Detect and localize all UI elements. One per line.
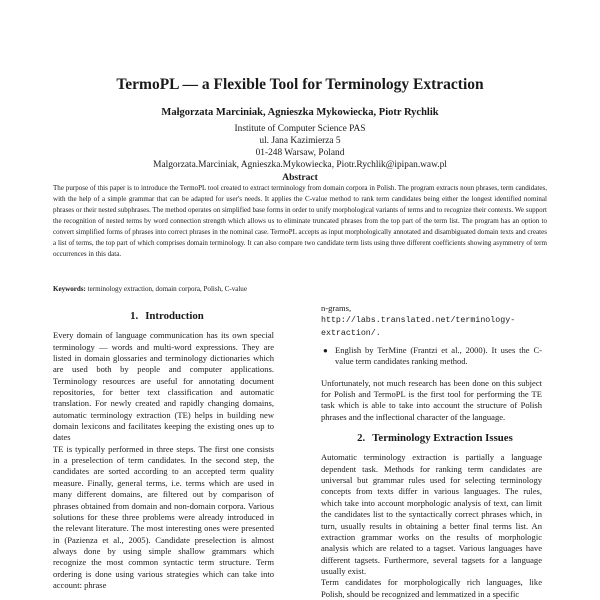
author-list: Małgorzata Marciniak, Agnieszka Mykowiecka, Piotr Rychlik	[161, 107, 439, 118]
paper-title: TermoPL — a Flexible Tool for Terminology Extraction	[116, 76, 484, 93]
section-heading-introduction	[53, 311, 274, 322]
paragraph: Term candidates for morphologically rich languages, like Polish, should be recognized and lemmatized in a specific	[321, 577, 542, 599]
paragraph: Automatic terminology extraction is partially a language dependent task. Methods for ranking term candidates are universal but grammar rules used for selecting terminology concepts from texts differ in various languages. The rules, which take into account morphologic analysis of text, can limit the candidates list to the syntactically correct phrases which, in turn, usually results in obtaining a better final terms list. An extraction grammar works on the results of morphologic analysis which are related to a tagset. Various languages have different tagsets. Furthermore, several tagsets for a language usually exist.	[321, 452, 542, 576]
address-street: ul. Jana Kazimierza 5	[259, 136, 341, 146]
author-emails: Malgorzata.Marciniak, Agnieszka.Mykowiecka, Piotr.Rychlik@ipipan.waw.pl	[153, 160, 447, 170]
keywords-text: terminology extraction, domain corpora, Polish, C-value	[87, 285, 247, 293]
section-title: Introduction	[145, 310, 204, 322]
bullet-icon: ●	[323, 346, 328, 356]
bullet-text: English by TerMine (Frantzi et al., 2000). It uses the C-value term candidates ranking method.	[335, 345, 542, 367]
keywords	[53, 285, 547, 293]
url-link[interactable]: http://labs.translated.net/terminology-extraction/.	[321, 316, 516, 338]
abstract-heading: Abstract	[282, 172, 318, 183]
address-city: 01-248 Warsaw, Poland	[255, 148, 345, 158]
section-number: 2.	[357, 432, 366, 445]
affiliation: Institute of Computer Science PAS	[234, 124, 366, 134]
section-heading-issues	[321, 433, 542, 444]
list-item	[321, 345, 542, 368]
paragraph: Every domain of language communication has its own special terminology — words and multi-word expressions. They are listed in domain glossaries and terminology dictionaries which are used both by people and computer applications. Terminology resources are useful for annotating document repositories, for better text classification and automatic translation. For newly created and rapidly changing domains, automatic terminology extraction (TE) helps in building new domain lexicons and facilitates keeping the existing ones up to dates	[53, 330, 274, 443]
paragraph: TE is typically performed in three steps. The first one consists in a preselection of term candidates. In the second step, the candidates are sorted according to an accepted term quality measure. Finally, general terms, i.e. terms which are used in many different domains, are filtered out by comparison of phrases obtained from domain and non-domain corpora. Various solutions for these three problems were already introduced in the relevant literature. The most interesting ones were presented in (Pazienza et al., 2005). Candidate preselection is almost always done by using simple shallow grammars which recognize the most common syntactic term structure. Term ordering is done using various strategies which can take into account: phrase	[53, 443, 274, 590]
section-number: 1.	[130, 310, 139, 322]
left-column	[53, 309, 274, 591]
abstract-text: The purpose of this paper is to introduce the TermoPL tool created to extract terminology from domain corpora in Polish. The program extracts noun phrases, term candidates, with the help of a simple grammar that can be adapted for user's needs. It applies the C-value method to rank term candidates being either the longest identified nominal phrases or their nested subphrases. The method operates on simplified base forms in order to unify morphological variants of terms and to recognize their contexts. We support the recognition of nested terms by word connection strength which allows us to eliminate truncated phrases from the top part of the term list. The program has an option to convert simplified forms of phrases into correct phrases in the nominal case. TermoPL accepts as input morphologically annotated and disambiguated domain texts and creates a list of terms, the top part of which comprises domain terminology. It can also compare two candidate term lists using three different coefficients showing asymmetry of term occurrences in this data.	[53, 184, 547, 258]
ngram-line	[321, 303, 542, 339]
section-title: Terminology Extraction Issues	[372, 432, 513, 445]
paragraph: Unfortunately, not much research has been done on this subject for Polish and TermoPL is the first tool for performing the TE task which is able to take into account the structure of Polish phrases and the inflectional character of the language.	[321, 377, 542, 422]
right-column	[321, 303, 542, 600]
ngram-prefix: n-grams,	[321, 303, 352, 313]
keywords-label: Keywords:	[53, 285, 86, 293]
